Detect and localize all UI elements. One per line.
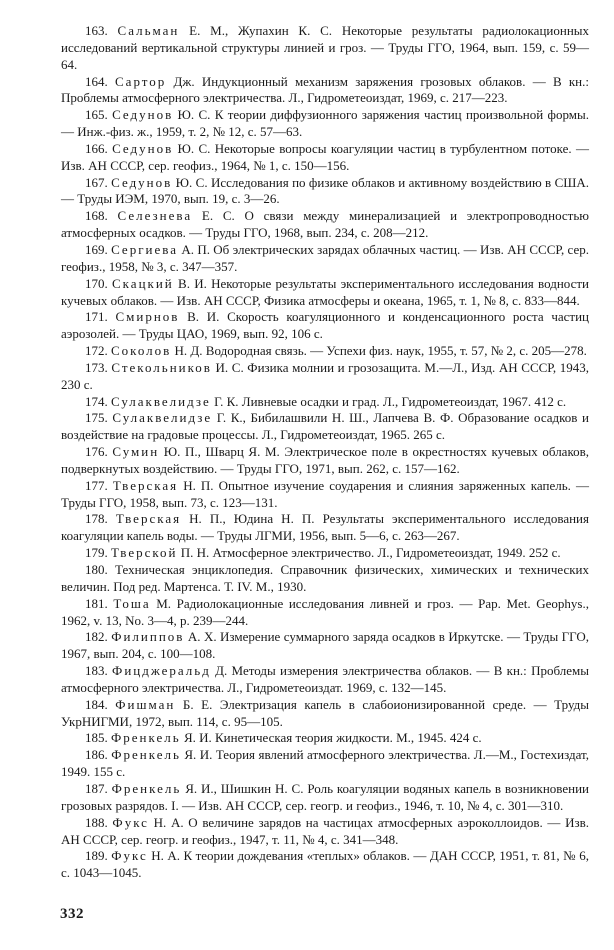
- reference-entry: [61, 815, 589, 849]
- reference-entry: [61, 309, 589, 343]
- reference-text: Д. Методы измерения электричества облаков. — В кн.: Проблемы атмосферного электричества. Л., Гидрометеоиздат. 1969, с. 132—145.: [61, 663, 589, 695]
- reference-entry: [61, 697, 589, 731]
- reference-number: 173.: [85, 359, 108, 375]
- reference-number: 171.: [85, 309, 108, 325]
- reference-text: М. Радиолокационные исследования ливней и гроз. — Pap. Met. Geophys., 1962, v. 13, No. 3—4, p. 239—244.: [61, 595, 589, 628]
- reference-number: 166.: [85, 140, 108, 156]
- reference-author: Сергиева: [111, 241, 178, 257]
- reference-entry: [61, 511, 589, 545]
- reference-text: Н. А. О величине зарядов на частицах атмосферных аэроколлоидов. — Изв. АН СССР, сер. геогр. и геофиз., 1947, т. 11, № 4, с. 341—348.: [61, 814, 589, 847]
- reference-text: Ю. П., Шварц Я. М. Электрическое поле в окрестностях кучевых облаков, подверкнутых воздействию. — Труды ГГО, 1971, вып. 262, с. 157—162.: [61, 444, 589, 476]
- reference-number: 181.: [85, 595, 108, 611]
- reference-entry: [61, 394, 589, 411]
- reference-author: Стекольников: [111, 359, 212, 375]
- reference-text: Дж. Индукционный механизм заряжения грозовых облаков. — В кн.: Проблемы атмосферного электричества. Л., Гидрометеоиздат, 1969, с. 217—223.: [61, 73, 590, 106]
- reference-text: Ю. С. К теории диффузионного заряжения частиц произвольной формы. — Инж.-физ. ж., 1959, т. 2, № 12, с. 57—63.: [61, 107, 589, 140]
- reference-entry: [61, 343, 589, 360]
- reference-number: 178.: [85, 511, 108, 527]
- reference-number: 183.: [85, 663, 108, 679]
- reference-text: В. И. Скорость коагуляционного и конденсационного роста частиц аэрозолей. — Труды ЦАО, 1969, вып. 92, 106 с.: [61, 309, 590, 342]
- reference-number: 168.: [85, 208, 108, 224]
- reference-author: Сальман: [117, 23, 180, 38]
- reference-number: 169.: [85, 241, 108, 257]
- reference-text: Н. Д. Водородная связь. — Успехи физ. наук, 1955, т. 57, № 2, с. 205—278.: [171, 343, 587, 359]
- reference-entry: [61, 175, 589, 209]
- reference-author: Соколов: [111, 343, 172, 359]
- reference-number: 179.: [85, 545, 108, 561]
- reference-entry: [61, 596, 589, 630]
- reference-author: Седунов: [112, 107, 174, 123]
- reference-number: 163.: [85, 23, 108, 38]
- reference-author: Френкель: [111, 730, 181, 746]
- reference-number: 188.: [85, 814, 108, 830]
- reference-number: 180.: [85, 562, 108, 577]
- reference-author: Седунов: [111, 174, 173, 190]
- reference-number: 189.: [85, 848, 108, 864]
- reference-number: 175.: [85, 410, 108, 426]
- reference-entry: [61, 107, 589, 141]
- reference-author: Филиппов: [111, 629, 185, 645]
- reference-author: Сумин: [112, 444, 160, 460]
- reference-author: Сулаквелидзе: [111, 393, 211, 409]
- reference-author: Фишман: [115, 696, 176, 712]
- reference-text: Е. С. О связи между минерализацией и электропроводностью атмосферных осадков. — Труды ГГО, 1968, вып. 234, с. 208—212.: [61, 208, 590, 241]
- reference-entry: [61, 444, 589, 478]
- reference-number: 182.: [85, 629, 108, 645]
- reference-author: Тверская: [115, 511, 182, 527]
- reference-number: 167.: [85, 174, 108, 190]
- reference-entry: [61, 478, 589, 512]
- reference-entry: [61, 141, 589, 175]
- reference-text: Ю. С. Некоторые вопросы коагуляции частиц в турбулентном потоке. — Изв. АН СССР, сер. геофиз., 1964, № 1, с. 150—156.: [61, 140, 589, 173]
- reference-entry: [61, 848, 589, 882]
- reference-author: Сартор: [115, 73, 167, 89]
- reference-number: 164.: [85, 73, 108, 89]
- reference-entry: [61, 663, 589, 697]
- reference-author: Френкель: [111, 780, 182, 796]
- reference-author: Смирнов: [115, 309, 180, 325]
- reference-text: А. Х. Измерение суммарного заряда осадков в Иркутске. — Труды ГГО, 1967, вып. 204, с. 100—108.: [61, 629, 590, 662]
- reference-number: 185.: [85, 730, 108, 746]
- reference-author: Седунов: [112, 140, 174, 156]
- reference-text: Н. П., Юдина Н. П. Результаты экспериментального исследования коагуляции капель воды. — Труды ЛГМИ, 1956, вып. 5—6, с. 263—267.: [61, 511, 589, 544]
- reference-author: Фицджеральд: [112, 663, 211, 679]
- reference-text: И. С. Физика молнии и грозозащита. М.—Л., Изд. АН СССР, 1943, 230 с.: [61, 359, 590, 392]
- reference-entry: [61, 23, 589, 74]
- reference-number: 187.: [85, 780, 108, 796]
- reference-number: 172.: [85, 343, 108, 359]
- reference-author: Тверской: [111, 545, 178, 561]
- reference-text: Г. К., Бибилашвили Н. Ш., Лапчева В. Ф. Образование осадков и воздействие на градовые процессы. Л., Гидрометеоиздат, 1965. 265 с.: [61, 410, 589, 443]
- reference-entry: [61, 562, 589, 596]
- reference-number: 184.: [85, 696, 108, 712]
- reference-text: Техническая энциклопедия. Справочник физических, химических и технических величин. Под ред. Мартенса. Т. IV. М., 1930.: [61, 562, 590, 594]
- reference-author: Сулаквелидзе: [112, 410, 213, 426]
- reference-author: Тверская: [112, 477, 179, 493]
- reference-text: Н. А. К теории дождевания «теплых» облаков. — ДАН СССР, 1951, т. 81, № 6, с. 1043—1045.: [61, 848, 590, 881]
- reference-text: Г. К. Ливневые осадки и град. Л., Гидрометеоиздат, 1967. 412 с.: [210, 393, 567, 409]
- reference-number: 176.: [85, 444, 108, 460]
- reference-entry: [61, 242, 589, 276]
- reference-number: 165.: [85, 107, 108, 123]
- reference-entry: [61, 545, 589, 562]
- reference-number: 174.: [85, 393, 108, 409]
- reference-entry: [61, 276, 589, 310]
- page-number: 332: [60, 906, 84, 922]
- reference-text: Я. И., Шишкин Н. С. Роль коагуляции водяных капель в возникновении грозовых разрядов. I. — Изв. АН СССР, сер. геогр. и геофиз., 1946, т. 10, № 4, с. 301—310.: [61, 780, 589, 813]
- reference-text: В. И. Некоторые результаты экспериментального исследования водности кучевых облаков. — Изв. АН СССР, Физика атмосферы и океана, 1965, т. 1, № 8, с. 833—844.: [61, 275, 590, 308]
- reference-entry: [61, 410, 589, 444]
- reference-entry: [61, 781, 589, 815]
- reference-number: 186.: [85, 747, 108, 763]
- reference-author: Тоша: [113, 595, 151, 611]
- reference-entry: [61, 730, 589, 747]
- reference-text: Я. И. Теория явлений атмосферного электричества. Л.—М., Гостехиздат, 1949. 155 с.: [61, 747, 589, 780]
- reference-entry: [61, 360, 589, 394]
- reference-text: А. П. Об электрических зарядах облачных частиц. — Изв. АН СССР, сер. геофиз., 1958, № 3, с. 347—357.: [61, 241, 590, 274]
- reference-entry: [61, 747, 589, 781]
- reference-text: Б. Е. Электризация капель в слабоионизированной среде. — Труды УкрНИГМИ, 1972, вып. 114, с. 95—105.: [61, 696, 589, 729]
- reference-text: Ю. С. Исследования по физике облаков и активному воздействию в США. — Труды ИЭМ, 1970, вып. 19, с. 3—26.: [61, 174, 589, 207]
- reference-text: Я. И. Кинетическая теория жидкости. М., 1945. 424 с.: [180, 730, 482, 746]
- reference-text: Е. М., Жупахин К. С. Некоторые результаты радиолокационных исследований вертикальной структуры линией и гроз. — Труды ГГО, 1964, вып. 159, с. 59—64.: [61, 23, 590, 72]
- reference-number: 177.: [85, 477, 108, 493]
- reference-entry: [61, 629, 589, 663]
- reference-author: Скацкий: [112, 275, 174, 291]
- reference-author: Френкель: [111, 747, 181, 763]
- reference-number: 170.: [85, 275, 108, 291]
- reference-text: П. Н. Атмосферное электричество. Л., Гидрометеоиздат, 1949. 252 с.: [177, 545, 561, 561]
- reference-author: Селезнева: [117, 208, 193, 224]
- reference-author: Фукс: [112, 814, 149, 830]
- reference-entry: [61, 74, 589, 108]
- reference-text: Н. П. Опытное изучение соударения и слияния заряженных капель. — Труды ГГО, 1958, вып. 73, с. 123—131.: [61, 477, 589, 510]
- reference-author: Фукс: [111, 848, 148, 864]
- reference-entry: [61, 208, 589, 242]
- reference-list: [61, 23, 589, 882]
